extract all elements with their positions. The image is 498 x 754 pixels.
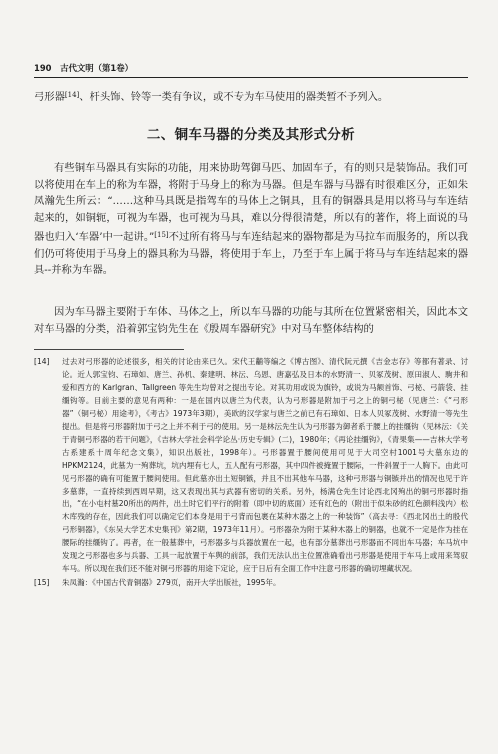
footnote-14 bbox=[34, 356, 468, 576]
footnote-ref-14: [14] bbox=[64, 91, 80, 99]
footnote-mark: [14] bbox=[34, 357, 50, 366]
footnote-mark: [15] bbox=[34, 578, 50, 588]
footnote-ref-15: [15] bbox=[154, 230, 169, 239]
footnote-divider bbox=[34, 349, 184, 350]
continuation-paragraph bbox=[34, 87, 468, 106]
paragraph-1-text-end: 不过所有将马与车连结起来的器物都是为马拉车而服务的，所以我们仍可将使用于马身上的器具称为马器，将使用于车上，乃至于车上属于将马与车连结起来的器具--并称为车器。 bbox=[34, 230, 468, 277]
body-paragraph-1 bbox=[34, 160, 468, 279]
footnote-15 bbox=[34, 577, 468, 590]
footnote-text: 过去对弓形器的论述很多，相关的讨论由来已久。宋代王黼等编之《博古图》、清代阮元撰《吉金志存》等都有著录、讨论。近人郭宝钧、石璋如、唐兰、孙机、秦建明、林沄、乌恩、唐嘉弘及日本的水野清一、贝冢茂树、原田淑人、駒井和爱和西方的 Karlgran、Tallgreen 等先生均曾对之提出专论。对其功用或说为旗铃，或说为马额首饰、弓柲、弓箭袋、挂缰钩等。目前主要的意见有两种：一是在国内以唐兰为代表，认为弓形器是附加于弓之上的铜弓柲（见唐兰：《“弓形器”（铜弓柲）用途考》，《考古》1973年3期），美欧的汉学家与唐兰之前已有石璋如、日本人贝冢茂树、水野清一等先生提出。但是将弓形器附加于弓之上并不利于弓的使用。另一是林沄先生认为弓形器为御者系于腰上的挂缰钩（见林沄：《关于青铜弓形器的若干问题》，《吉林大学社会科学论丛·历史专辑》(二)，1980年；《再论挂缰钩》，《青果集——吉林大学考古系建系十周年纪念文集》，知识出版社，1998年）。弓形器置于腰间使用可见于大司空村1001号大墓东边的HPKM2124，此墓为一殉葬坑，坑内埋有七人，五人配有弓形器，其中四件被掩置于腰际，一件斜置于一人胸下。由此可见弓形器的确有可能置于腰间使用。但此墓亦出土短铜镞，并且不出其他车马器，这种弓形器与铜镞并出的情况也见于许多墓葬，一直持续到西周早期，这又表现出其与武器有密切的关系。另外，杨满仓先生讨论西北冈殉出的铜弓形器时指出，“在小屯村墓20所出的两件，出土时它们平行的附着（即中切的底面）还有红色的（附出于似朱砂的红色颜料浅内）松木库残的存在，因此我们可以确定它们本身是用于弓背而包裹在某种木器之上的一种装饰”（高去寻：《西北冈出土的殷代弓形铜器》，《东吴大学艺术史集刊》第2期，1973年11月）。弓形器杂为附于某种木器上的铜器，也就不一定是作为挂在腰际的挂缰钩了。再者，在一般墓葬中，弓形器多与兵器放置在一起，也有部分墓葬出弓形器而不同出车马器；车马坑中发现之弓形器也多与兵器、工具一起放置于车舆的前部，我们无法认出主位置准确看出弓形器是使用于车马上或用来驾驭车马。所以现在我们还不能对铜弓形器的用途下定论，应于日后有全面工作中注意弓形器的确切埋藏状况。 bbox=[62, 357, 468, 574]
section-title: 二、铜车马器的分类及其形式分析 bbox=[146, 128, 356, 143]
footnote-text: 朱凤瀚：《中国古代青铜器》279页，南开大学出版社，1995年。 bbox=[62, 578, 281, 588]
paragraph-1-text-start: 有些铜车马器具有实际的功能，用来协助驾御马匹、加固车子，有的则只是装饰品。我们可以将使用在车上的称为车器，将附于马身上的称为马器。但是车器与马器有时很难区分，正如朱凤瀚先生所云：“……这种马具既是指驾车的马体上之铜具，且有的铜器具是用以将马与车连结起来的，如铜轭，可视为车器，也可视为马具，难以分得很清楚，所以有的著作，将上面说的马器也归入‘车器’中一起讲。” bbox=[34, 162, 468, 243]
running-title: 古代文明（第1卷） bbox=[60, 63, 133, 73]
page-header bbox=[34, 62, 468, 78]
body-paragraph-2: 因为车马器主要附于车体、马体之上，所以车马器的功能与其所在位置紧密相关，因此本文对车马器的分类，沿着郭宝钧先生在《殷周车器研究》中对马车整体结构的 bbox=[34, 306, 468, 335]
page-number: 190 bbox=[34, 63, 52, 73]
continuation-text-end: 、杆头饰、铃等一类有争议，或不专为车马使用的器类暂不予列入。 bbox=[79, 91, 389, 103]
continuation-text-start: 弓形器 bbox=[34, 91, 65, 103]
footnotes bbox=[34, 356, 468, 590]
